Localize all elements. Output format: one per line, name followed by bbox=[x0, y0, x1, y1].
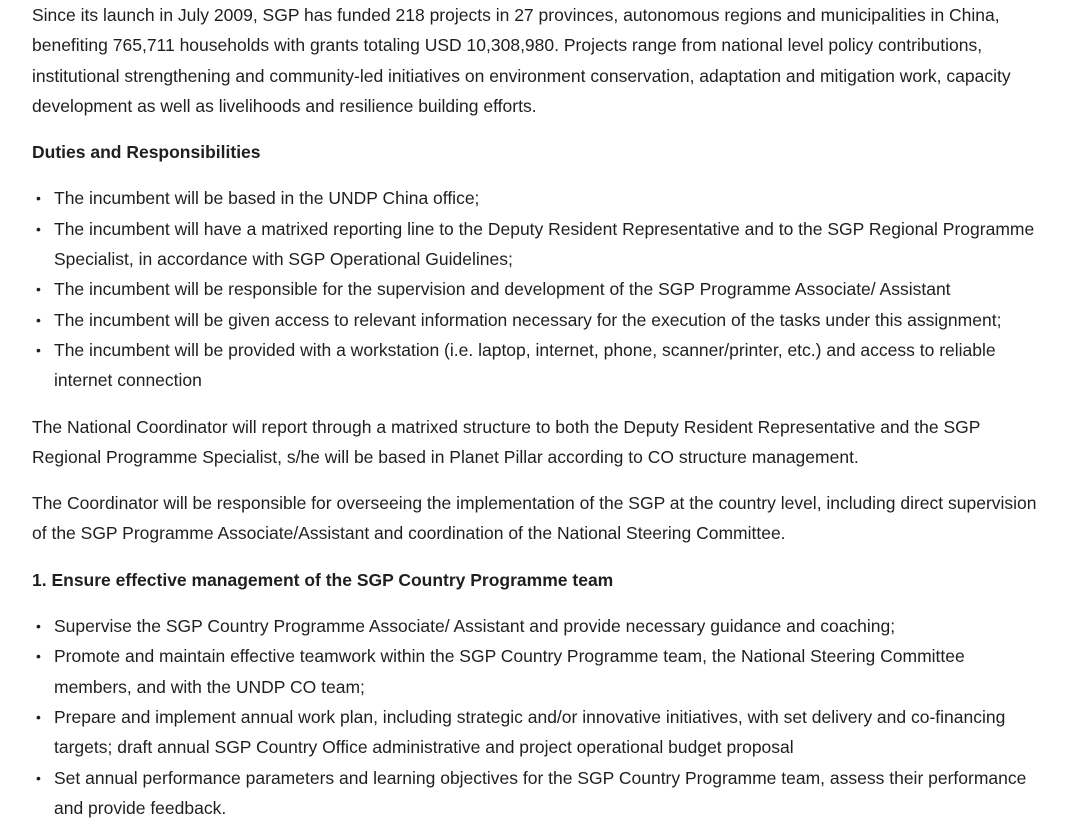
duties-list bbox=[32, 183, 1042, 395]
duties-heading: Duties and Responsibilities bbox=[32, 142, 261, 163]
list-item: • The incumbent will have a matrixed reporting line to the Deputy Resident Representative and to the SGP Regional Programme Specialist, in accordance with SGP Operational Guidelines; bbox=[32, 214, 1042, 275]
list-item: • The incumbent will be given access to relevant information necessary for the execution of the tasks under this assignment; bbox=[32, 305, 1042, 335]
bullet-icon: • bbox=[36, 341, 41, 358]
list-item: • The incumbent will be provided with a workstation (i.e. laptop, internet, phone, scanner/printer, etc.) and access to reliable internet connection bbox=[32, 335, 1042, 396]
section1-heading: 1. Ensure effective management of the SGP Country Programme team bbox=[32, 569, 614, 590]
bullet-icon: • bbox=[36, 769, 41, 786]
coordinator-paragraph: The Coordinator will be responsible for overseeing the implementation of the SGP at the country level, including direct supervision of the SGP Programme Associate/Assistant and coordination of the National Steering Committee. bbox=[32, 493, 1037, 544]
bullet-icon: • bbox=[36, 648, 41, 665]
list-item: • The incumbent will be based in the UNDP China office; bbox=[32, 183, 1042, 213]
list-item: • Set annual performance parameters and learning objectives for the SGP Country Programme team, assess their performance and provide feedback. bbox=[32, 763, 1042, 824]
bullet-icon: • bbox=[36, 618, 41, 635]
intro-paragraph: Since its launch in July 2009, SGP has funded 218 projects in 27 provinces, autonomous regions and municipalities in China, benefiting 765,711 households with grants totaling USD 10,308,980. Projects range from national level policy contributions, institutional strengthening and community-led initiatives on environment conservation, adaptation and mitigation work, capacity development as well as livelihoods and resilience building efforts. bbox=[32, 5, 1011, 116]
reporting-paragraph: The National Coordinator will report through a matrixed structure to both the Deputy Resident Representative and the SGP Regional Programme Specialist, s/he will be based in Planet Pillar according to CO structure management. bbox=[32, 416, 981, 467]
job-description-content bbox=[32, 0, 1042, 823]
list-item: • Prepare and implement annual work plan, including strategic and/or innovative initiatives, with set delivery and co-financing targets; draft annual SGP Country Office administrative and project operational budget proposal bbox=[32, 702, 1042, 763]
bullet-icon: • bbox=[36, 311, 41, 328]
bullet-icon: • bbox=[36, 190, 41, 207]
bullet-icon: • bbox=[36, 708, 41, 725]
bullet-icon: • bbox=[36, 281, 41, 298]
list-item: • Promote and maintain effective teamwork within the SGP Country Programme team, the National Steering Committee members, and with the UNDP CO team; bbox=[32, 641, 1042, 702]
list-item: • The incumbent will be responsible for the supervision and development of the SGP Programme Associate/ Assistant bbox=[32, 274, 1042, 304]
bullet-icon: • bbox=[36, 220, 41, 237]
section1-list bbox=[32, 611, 1042, 823]
list-item: • Supervise the SGP Country Programme Associate/ Assistant and provide necessary guidance and coaching; bbox=[32, 611, 1042, 641]
